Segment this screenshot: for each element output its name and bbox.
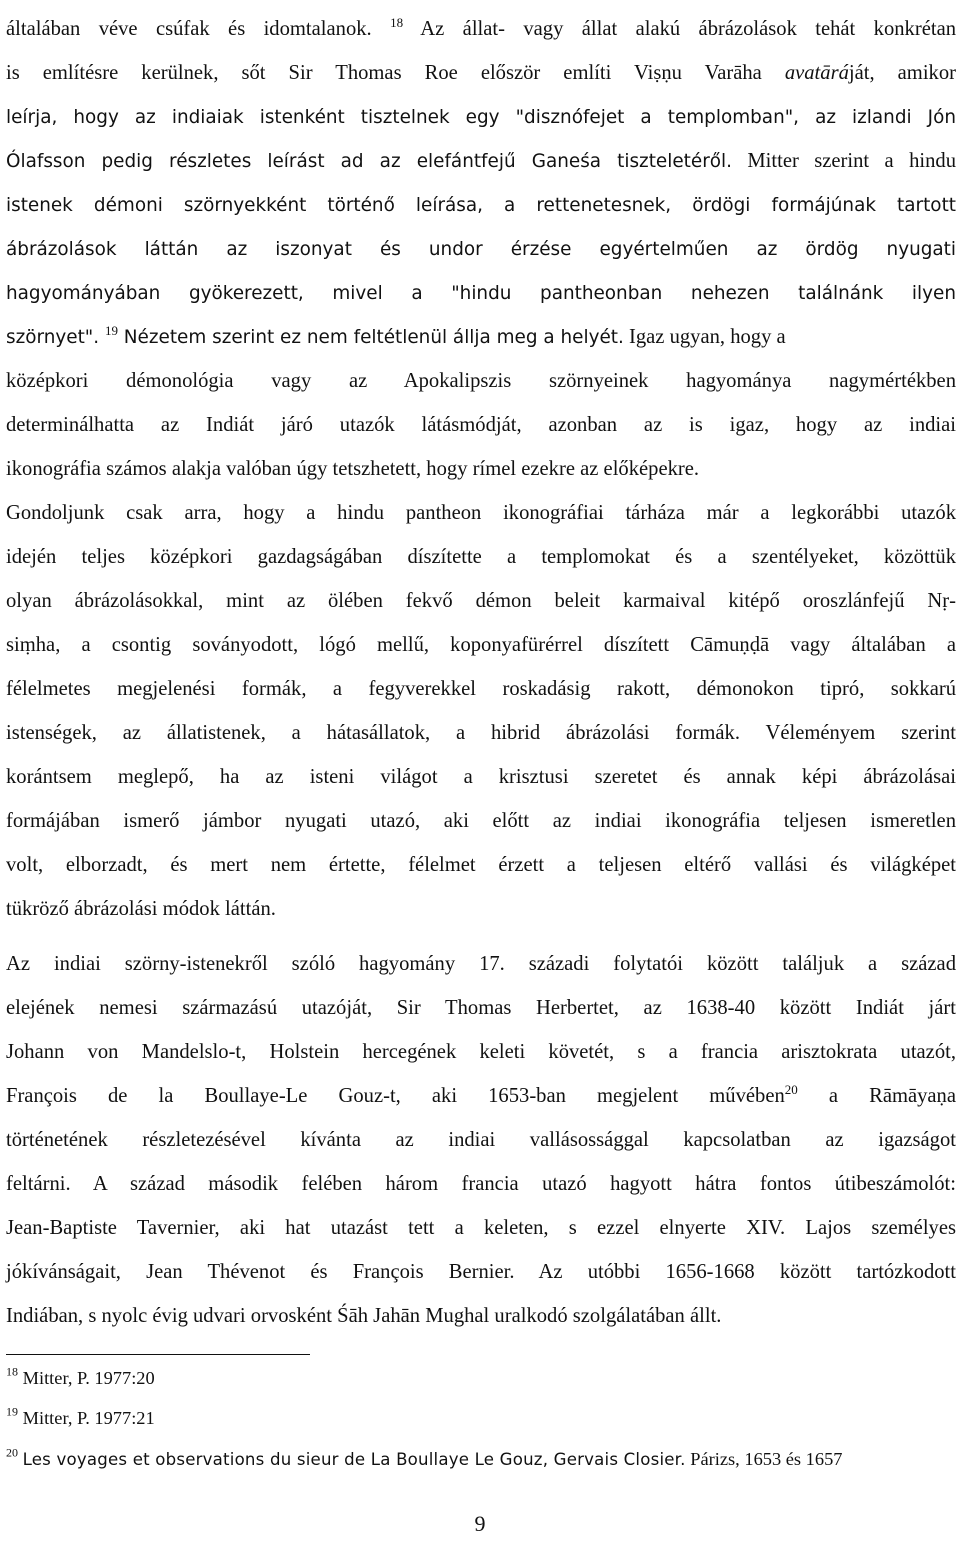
text-line — [6, 1084, 956, 1108]
text-line — [6, 369, 956, 393]
footnote-text-continued: Párizs, 1653 és 1657 — [685, 1449, 843, 1469]
text-run: ikonográfia számos alakja valóban úgy tetszhetett, hogy rímel ezekre az előképekre. — [6, 458, 700, 480]
footnote-19 — [6, 1404, 155, 1429]
text-line — [6, 413, 956, 437]
text-run: Mitter szerint a hindu — [731, 150, 957, 172]
text-run: hagyományában gyökerezett, mivel a "hindu pantheonban nehezen találnánk ilyen — [6, 283, 956, 304]
text-run: ját, amikor — [848, 62, 956, 84]
text-run: a Rāmāyaṇa — [797, 1085, 956, 1107]
text-run: általában véve csúfak és idomtalanok. — [6, 18, 391, 40]
text-run: tükröző ábrázolási módok láttán. — [6, 898, 276, 920]
text-run: Az indiai szörny-istenekről szóló hagyomány 17. századi folytatói között találjuk a század — [6, 953, 956, 975]
text-line — [6, 996, 956, 1020]
text-run: korántsem meglepő, ha az isteni világot a krisztusi szeretet és annak képi ábrázolásai — [6, 766, 956, 788]
footnote-number: 20 — [6, 1445, 18, 1460]
text-run: formájában ismerő jámbor nyugati utazó, aki előtt az indiai ikonográfia teljesen ismeretlen — [6, 810, 956, 832]
text-run: történetének részletezésével kívánta az indiai vallásossággal kapcsolatban az igazságot — [6, 1129, 956, 1151]
text-line — [6, 1128, 956, 1152]
text-line — [6, 897, 956, 921]
text-run: François de la Boullaye-Le Gouz-t, aki 1653-ban megjelent művében — [6, 1085, 785, 1107]
text-run: középkori démonológia vagy az Apokalipszis szörnyeinek hagyománya nagymértékben — [6, 370, 956, 392]
footnote-ref: 18 — [390, 15, 404, 31]
text-run: istenek démoni szörnyekként történő leírása, a rettenetesnek, ördögi formájúnak tartott — [6, 195, 956, 216]
text-line — [6, 237, 956, 262]
text-line — [6, 1216, 956, 1240]
text-run: volt, elborzadt, és mert nem értette, félelmet érzett a teljesen eltérő vallási és világképet — [6, 854, 956, 876]
footnote-text: Les voyages et observations du sieur de La Boullaye Le Gouz, Gervais Closier. — [22, 1450, 686, 1469]
text-line — [6, 721, 956, 745]
footnote-text: Mitter, P. 1977:20 — [22, 1368, 155, 1388]
text-run: Jean-Baptiste Tavernier, aki hat utazást tett a keleten, s ezzel elnyerte XIV. Lajos személyes — [6, 1217, 956, 1239]
text-line — [6, 589, 956, 613]
text-run: Johann von Mandelslo-t, Holstein hercegének keleti követét, s a francia arisztokrata utazót, — [6, 1041, 956, 1063]
text-run: determinálhatta az Indiát járó utazók látásmódját, azonban az is igaz, hogy az indiai — [6, 414, 956, 436]
text-run: feltárni. A század második felében három francia utazó hagyott hátra fontos útibeszámolót: — [6, 1173, 956, 1195]
page-number: 9 — [474, 1511, 486, 1536]
text-run: Indiában, s nyolc évig udvari orvosként Śāh Jahān Mughal uralkodó szolgálatában állt. — [6, 1305, 722, 1327]
text-line — [6, 545, 956, 569]
text-line — [6, 952, 956, 976]
text-line — [6, 765, 956, 789]
text-run: istenségek, az állatistenek, a hátasállatok, a hibrid ábrázolási formák. Véleményem szerint — [6, 722, 956, 744]
text-line — [6, 853, 956, 877]
text-run: elejének nemesi származású utazóját, Sir Thomas Herbertet, az 1638-40 között Indiát járt — [6, 997, 956, 1019]
text-run: Gondoljunk csak arra, hogy a hindu pantheon ikonográfiai tárháza már a legkorábbi utazók — [6, 502, 956, 524]
text-run: is említésre kerülnek, sőt Sir Thomas Roe először említi Viṣṇu Varāha — [6, 62, 785, 84]
footnote-20 — [6, 1445, 843, 1471]
footnote-18 — [6, 1364, 155, 1389]
text-run: idején teljes középkori gazdagságában díszítette a templomokat és a szentélyeket, közöttük — [6, 546, 956, 568]
text-line — [6, 1172, 956, 1196]
text-run: ábrázolások láttán az iszonyat és undor érzése egyértelműen az ördög nyugati — [6, 239, 956, 260]
text-run: siṃha, a csontig soványodott, lógó mellű, koponyafürérrel díszített Cāmuṇḍā vagy általában a — [6, 634, 956, 656]
text-line — [6, 809, 956, 833]
text-line — [6, 281, 956, 306]
text-run: Igaz ugyan, hogy a — [623, 326, 786, 348]
text-run: Nézetem szerint ez nem feltétlenül állja meg a helyét. — [117, 327, 624, 348]
text-line — [6, 61, 956, 85]
footnote-text: Mitter, P. 1977:21 — [22, 1408, 155, 1428]
text-run: leírja, hogy az indiaiak istenként tisztelnek egy "disznófejet a templomban", az izlandi Jón — [6, 107, 956, 128]
text-line — [6, 457, 956, 481]
text-line — [6, 193, 956, 218]
footnote-number: 19 — [6, 1404, 18, 1419]
text-run: olyan ábrázolásokkal, mint az ölében fekvő démon beleit karmaival kitépő oroszlánfejű Nṛ- — [6, 590, 956, 612]
text-run: félelmetes megjelenési formák, a fegyverekkel roskadásig rakott, démonokon tipró, sokkarú — [6, 678, 956, 700]
text-line — [6, 105, 956, 130]
text-line — [6, 633, 956, 657]
text-line — [6, 1304, 956, 1328]
text-run: Ólafsson pedig részletes leírást ad az elefántfejű Ganeśa tiszteletéről. — [6, 151, 732, 172]
text-line — [6, 17, 956, 41]
text-line — [6, 1260, 956, 1284]
footnote-number: 18 — [6, 1364, 18, 1379]
text-line — [6, 501, 956, 525]
footnote-ref: 20 — [784, 1082, 798, 1098]
text-run: szörnyet". — [6, 327, 105, 348]
footnote-separator — [6, 1354, 310, 1355]
text-run: jókívánságait, Jean Thévenot és François Bernier. Az utóbbi 1656-1668 között tartózkodott — [6, 1261, 956, 1283]
text-line — [6, 149, 956, 174]
text-line — [6, 677, 956, 701]
text-line — [6, 325, 956, 350]
footnote-ref: 19 — [104, 323, 118, 339]
text-line — [6, 1040, 956, 1064]
text-run: Az állat- vagy állat alakú ábrázolások tehát konkrétan — [403, 18, 957, 40]
italic-text: avatārá — [784, 62, 849, 84]
